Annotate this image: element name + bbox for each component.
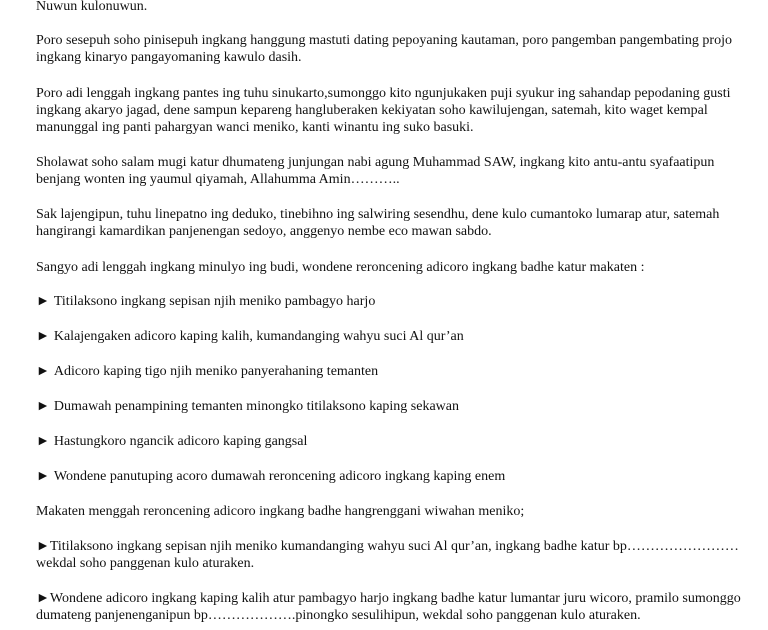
agenda-item-text: Wondene panutuping acoro dumawah reroncening adicoro ingkang kaping enem [53, 469, 506, 484]
agenda-item-text: Dumawah penampining temanten minongko titilaksono kaping sekawan [53, 399, 459, 414]
agenda-item [36, 328, 741, 345]
agenda-item-text: Titilaksono ingkang sepisan njih meniko pambagyo harjo [53, 294, 376, 309]
agenda-item-text: Hastungkoro ngancik adicoro kaping gangsal [53, 434, 308, 449]
agenda-item [36, 293, 741, 310]
agenda-item [36, 468, 741, 485]
arrow-bullet-icon: ► [36, 539, 50, 554]
detail-item [36, 538, 741, 572]
paragraph-gratitude: Poro adi lenggah ingkang pantes ing tuhu sinukarto,sumonggo kito ngunjukaken puji syukur ing sahandap pepodaning gusti ingkang akaryo jagad, dene sampun kepareng hangluberaken kekiyatan soho kawilujengan, satemah, kito waget kempal manunggal ing panti pahargyan wanci meniko, kanti winantu ing suko basuki. [36, 86, 731, 135]
arrow-bullet-icon: ► [36, 591, 50, 606]
greeting-line: Nuwun kulonuwun. [36, 0, 148, 14]
arrow-bullet-icon: ► [36, 364, 50, 379]
detail-item [36, 590, 741, 624]
agenda-item [36, 433, 741, 450]
arrow-bullet-icon: ► [36, 294, 50, 309]
arrow-bullet-icon: ► [36, 329, 50, 344]
agenda-item [36, 398, 741, 415]
detail-item-text: Titilaksono ingkang sepisan njih meniko kumandanging wahyu suci Al qur’an, ingkang badhe katur bp……………………wekdal soho panggenan kulo aturaken. [36, 539, 739, 571]
detail-item-text: Wondene adicoro ingkang kaping kalih atur pambagyo harjo ingkang badhe katur lumantar juru wicoro, pramilo sumonggo dumateng panjenenganipun bp……………….pinongko sesulihipun, wekdal soho panggenan kulo aturaken. [36, 591, 741, 623]
paragraph-apology: Sak lajengipun, tuhu linepatno ing deduko, tinebihno ing salwiring sesendhu, dene kulo cumantoko lumarap atur, satemah hangirangi kamardikan panjenengan sedoyo, anggenyo nembe eco mawan sabdo. [36, 207, 720, 239]
agenda-item-text: Kalajengaken adicoro kaping kalih, kumandanging wahyu suci Al qur’an [53, 329, 464, 344]
paragraph-agenda-intro: Sangyo adi lenggah ingkang minulyo ing budi, wondene reroncening adicoro ingkang badhe katur makaten : [36, 260, 645, 275]
agenda-item [36, 363, 741, 380]
paragraph-agenda-summary: Makaten menggah reroncening adicoro ingkang badhe hangrenggani wiwahan meniko; [36, 504, 525, 519]
agenda-item-text: Adicoro kaping tigo njih meniko panyerahaning temanten [53, 364, 379, 379]
paragraph-sholawat: Sholawat soho salam mugi katur dhumateng junjungan nabi agung Muhammad SAW, ingkang kito antu-antu syafaatipun benjang wonten ing yaumul qiyamah, Allahumma Amin……….. [36, 155, 715, 187]
arrow-bullet-icon: ► [36, 469, 50, 484]
arrow-bullet-icon: ► [36, 399, 50, 414]
arrow-bullet-icon: ► [36, 434, 50, 449]
paragraph-elders: Poro sesepuh soho pinisepuh ingkang hanggung mastuti dating pepoyaning kautaman, poro pangemban pangembating projo ingkang kinaryo pangayomaning kawulo dasih. [36, 33, 732, 65]
